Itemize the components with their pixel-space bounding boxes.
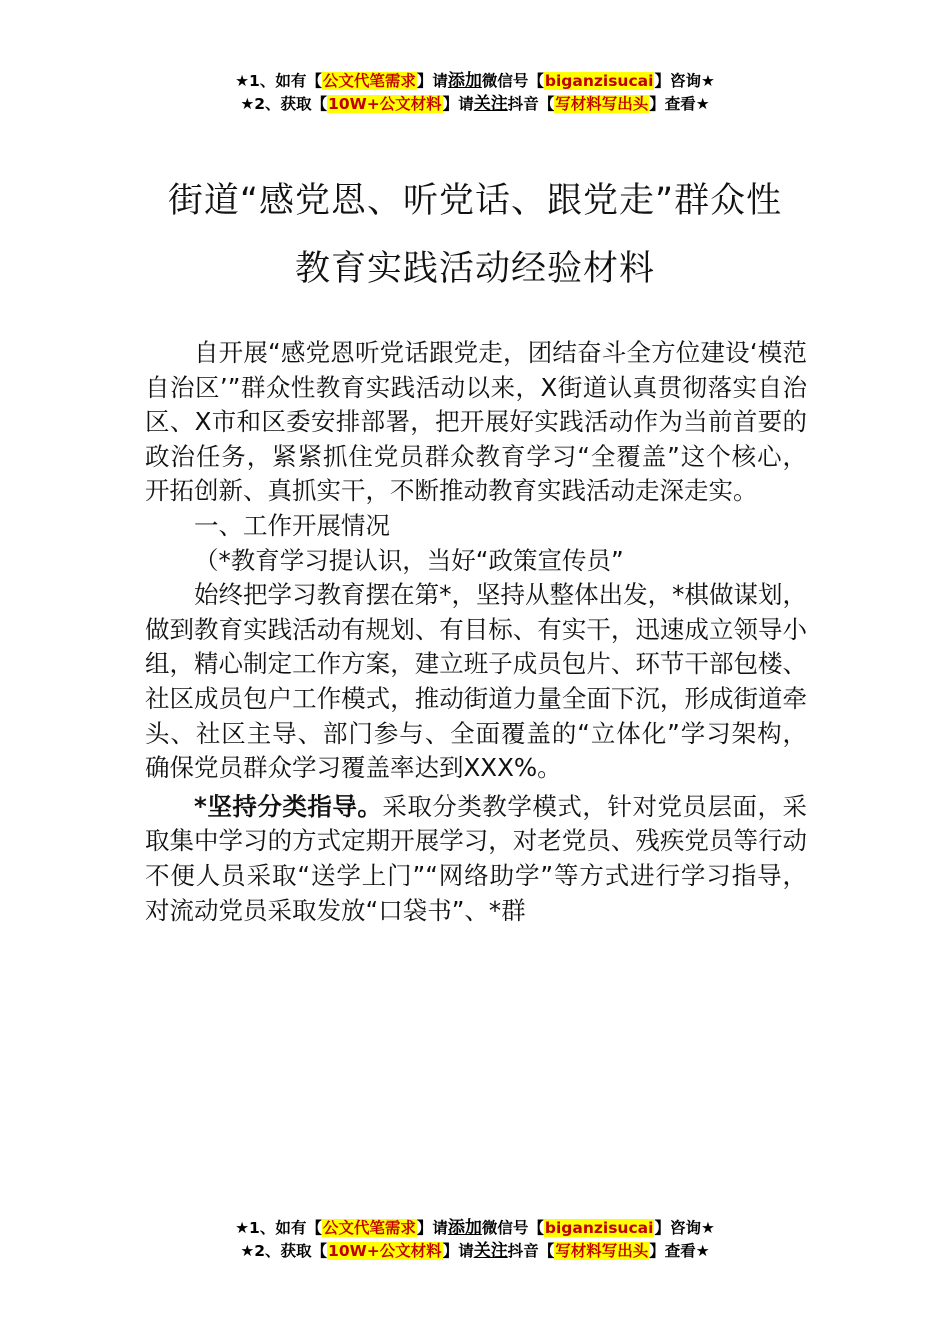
document-body: [145, 336, 807, 928]
promo-text: 】请: [416, 72, 448, 90]
document-title-line-1: 街道“感党恩、听党话、跟党走”群众性: [167, 181, 783, 221]
promo-line-1: [0, 70, 950, 93]
promo-underline: 关注: [473, 1241, 508, 1261]
promo-text: 抖音【: [507, 1242, 555, 1260]
promo-header: [0, 70, 950, 116]
promo-underline: 添加: [447, 71, 482, 91]
section-heading: 一、工作开展情况: [194, 510, 390, 540]
promo-text: ★1、如有【: [235, 1219, 322, 1237]
promo-text: 抖音【: [507, 95, 555, 113]
promo-text: 】咨询★: [654, 1219, 715, 1237]
promo-text: ★1、如有【: [235, 72, 322, 90]
promo-line-1: [0, 1217, 950, 1240]
promo-text: 】咨询★: [654, 72, 715, 90]
body-paragraph: 始终把学习教育摆在第*，坚持从整体出发，*棋做谋划，做到教育实践活动有规划、有目标、有实干，迅速成立领导小组，精心制定工作方案，建立班子成员包片、环节干部包楼、社区成员包户工作模式，推动街道力量全面下沉，形成街道牵头、社区主导、部门参与、全面覆盖的“立体化”学习架构，确保党员群众学习覆盖率达到XXX%。: [145, 580, 807, 783]
paragraph-text: 采取分类教学模式，针对党员层面，采取集中学习的方式定期开展学习，对老党员、残疾党员等行动不便人员采取“送学上门”“网络助学”等方式进行学习指导，对流动党员采取发放“口袋书”、*群: [145, 791, 807, 925]
promo-text: 】请: [442, 95, 474, 113]
promo-line-2: [0, 1240, 950, 1263]
document-title-line-2: 教育实践活动经验材料: [294, 249, 655, 289]
promo-douyin-id: 写材料写出头: [555, 95, 649, 113]
promo-highlight: 公文代笔需求: [322, 72, 416, 90]
intro-paragraph: 自开展“感党恩听党话跟党走，团结奋斗全方位建设‘模范自治区’”群众性教育实践活动以来，X街道认真贯彻落实自治区、X市和区委安排部署，把开展好实践活动作为当前首要的政治任务，紧紧抓住党员群众教育学习“全覆盖”这个核心，开拓创新、真抓实干，不断推动教育实践活动走深走实。: [145, 338, 807, 506]
promo-douyin-id: 写材料写出头: [555, 1242, 649, 1260]
promo-text: 微信号【: [481, 1219, 544, 1237]
promo-text: 】查看★: [649, 95, 710, 113]
promo-text: 微信号【: [481, 72, 544, 90]
body-paragraph-2: [145, 790, 807, 928]
promo-highlight: 公文代笔需求: [322, 1219, 416, 1237]
promo-underline: 关注: [473, 94, 508, 114]
promo-wechat-id: biganzisucai: [544, 72, 654, 90]
promo-underline: 添加: [447, 1218, 482, 1238]
promo-wechat-id: biganzisucai: [544, 1219, 654, 1237]
promo-text: 】请: [442, 1242, 474, 1260]
promo-highlight: 10W+公文材料: [328, 95, 442, 113]
promo-highlight: 10W+公文材料: [328, 1242, 442, 1260]
promo-text: 】请: [416, 1219, 448, 1237]
promo-text: ★2、获取【: [240, 95, 328, 113]
promo-footer: [0, 1217, 950, 1263]
subsection-heading: （*教育学习提认识，当好“政策宣传员”: [194, 545, 624, 575]
promo-line-2: [0, 93, 950, 116]
promo-text: ★2、获取【: [240, 1242, 328, 1260]
promo-text: 】查看★: [649, 1242, 710, 1260]
paragraph-lead: *坚持分类指导。: [194, 791, 383, 821]
